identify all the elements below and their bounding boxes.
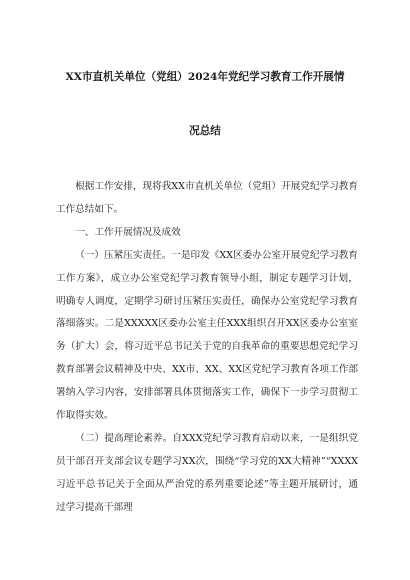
document-title-line-1: XX市直机关单位（党组）2024年党纪学习教育工作开展情	[65, 71, 345, 83]
item-2-text: 自XXX党纪学习教育启动以来，一是组织党员干部召开支部会议专题学习XX次，围绕“学习党的XX大精神”“XXXX习近平总书记关于全面从严治党的系列重要论述”等主题开展研讨，通过学习提高干部理	[56, 432, 358, 513]
document-body	[56, 176, 358, 520]
intro-paragraph: 根据工作安排，现将我XX市直机关单位（党组）开展党纪学习教育工作总结如下。	[56, 181, 358, 215]
item-1-paragraph	[56, 245, 358, 428]
document-title-line-2: 况总结	[189, 125, 221, 137]
item-2-paragraph	[56, 428, 358, 520]
section-heading-1: 一、工作开展情况及成效	[75, 226, 181, 238]
item-2-lead: （二）提高理论素养。	[75, 432, 173, 444]
item-1-lead: （一）压紧压实责任。	[75, 249, 172, 261]
item-1-text: 一是印发《XX区委办公室开展党纪学习教育工作方案》，成立办公室党纪学习教育领导小组，制定专题学习计划，明确专人调度，定期学习研讨压紧压实责任，确保办公室党纪学习教育落细落实。二是XXXXX区委办公室主任XXX组织召开XX区委办公室室务（扩大）会，将习近平总书记关于党的自我革命的重要思想党纪学习教育部署会议精神及中央、XX市、XX、XX区党纪学习教育各项工作部署纳入学习内容，安排部署具体贯彻落实工作，确保下一步学习贯彻工作取得实效。	[56, 249, 358, 422]
